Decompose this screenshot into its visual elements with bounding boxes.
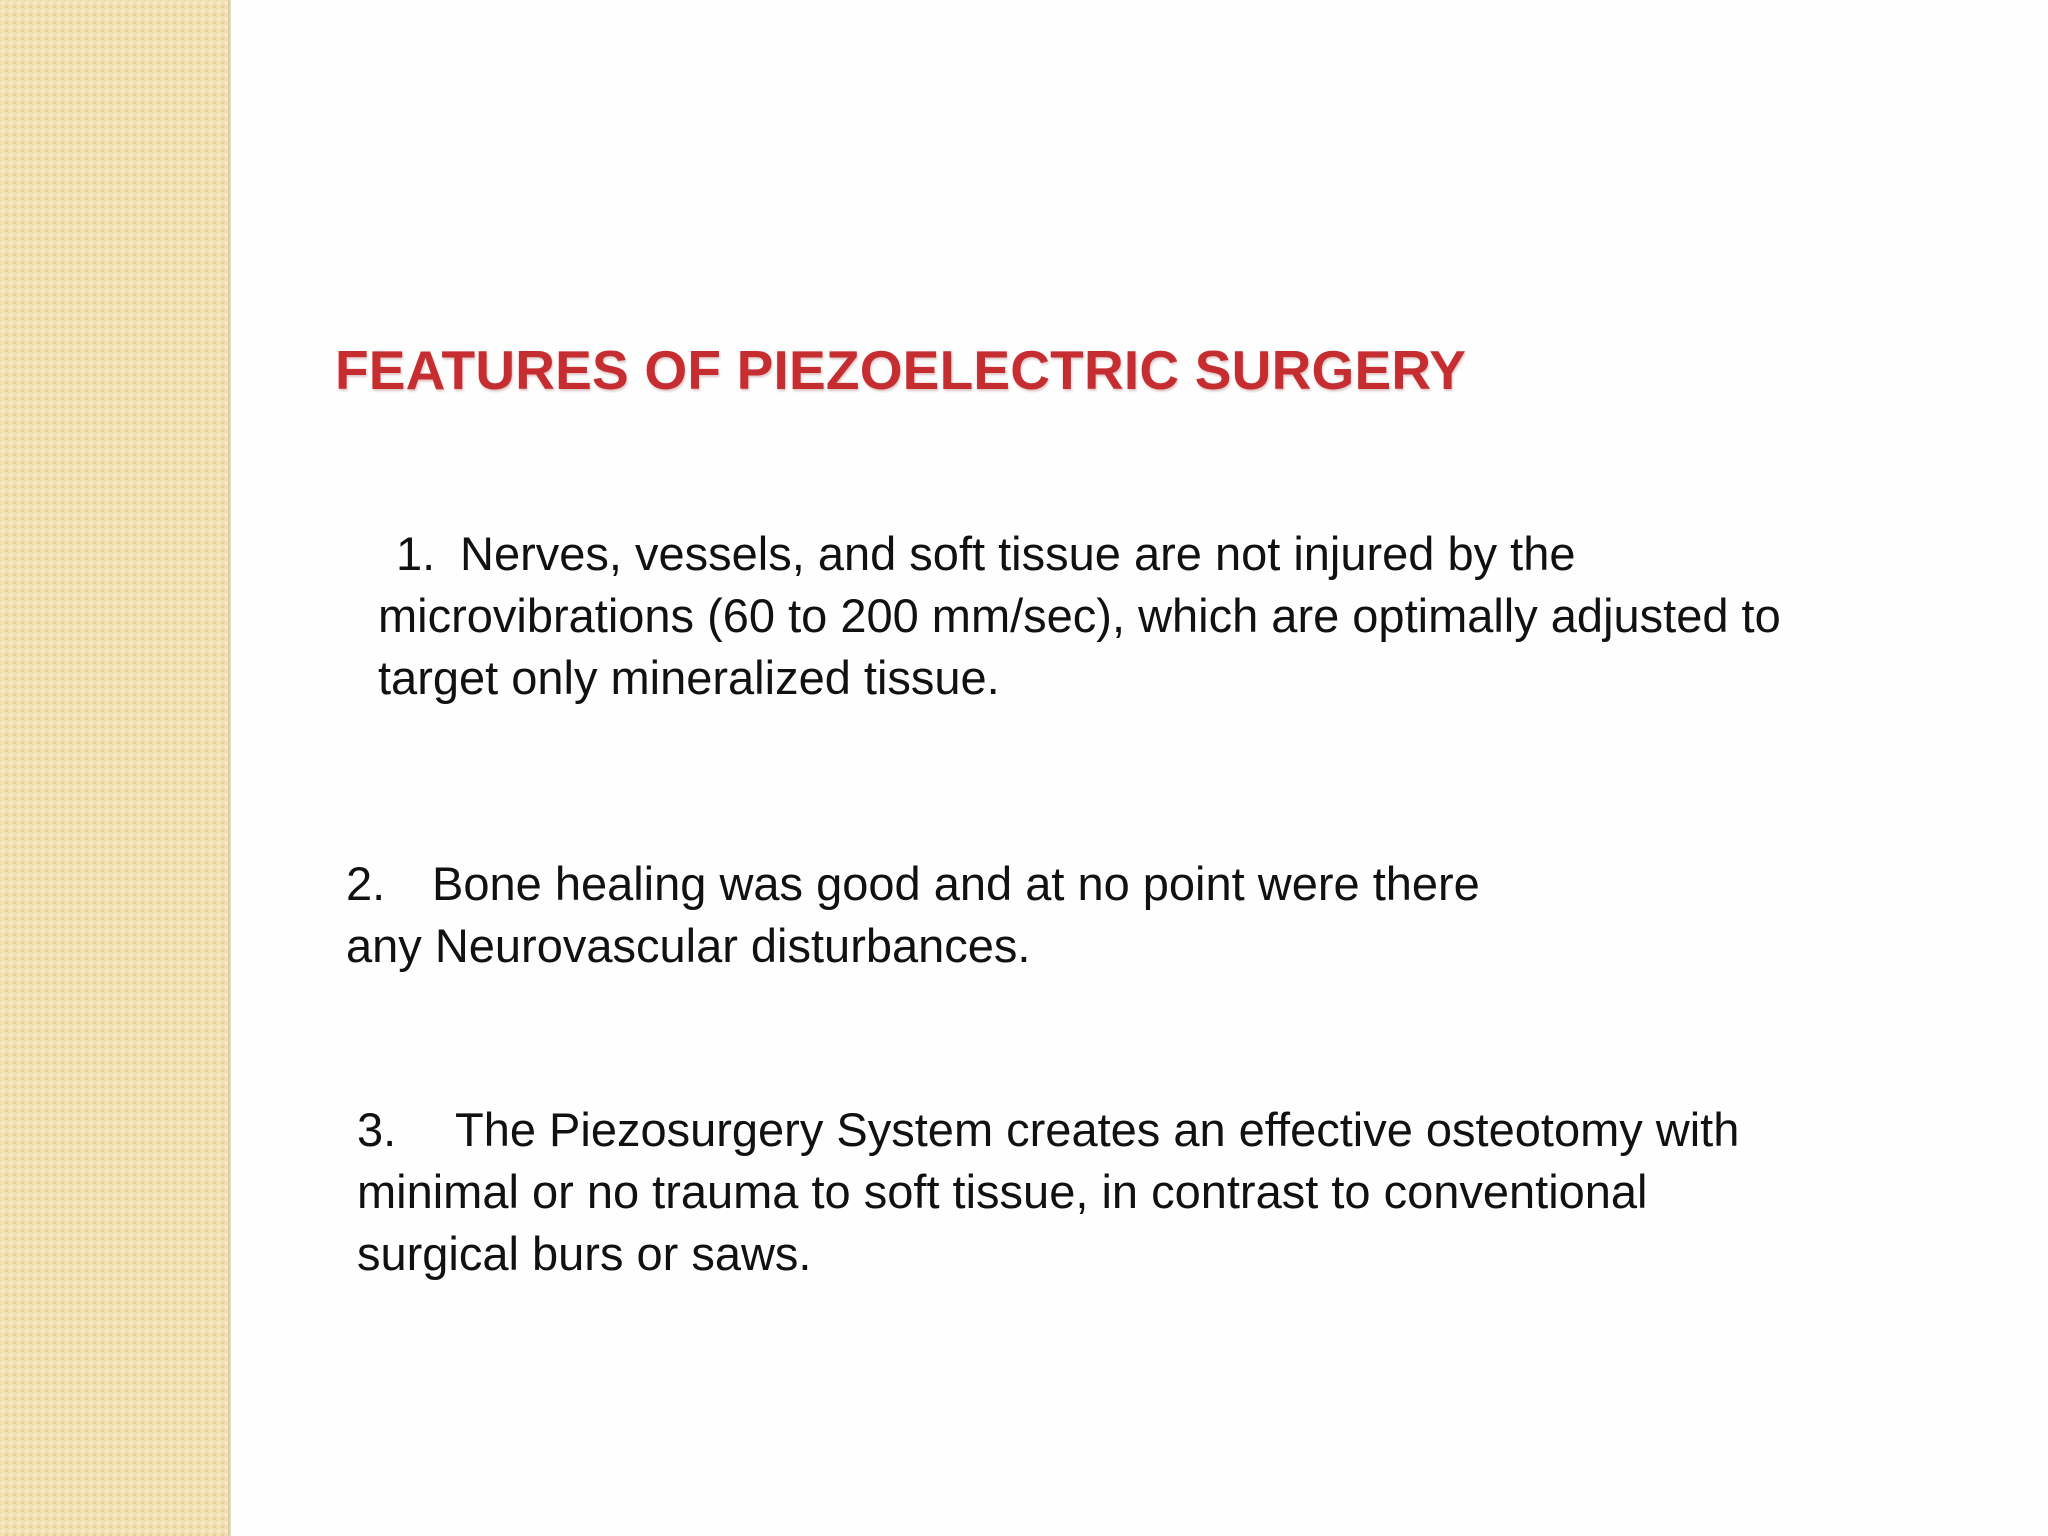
feature-point-2-number: 2. <box>346 857 386 910</box>
side-band-edge <box>228 0 231 1536</box>
feature-point-3-text-2: minimal or no trauma to soft tissue, in contrast to conventional <box>357 1165 1648 1218</box>
feature-point-3-line-1 <box>357 1099 1739 1161</box>
feature-point-3-number: 3. <box>357 1103 397 1156</box>
feature-point-2 <box>346 853 1480 977</box>
feature-point-1 <box>378 523 1781 709</box>
feature-point-1-text-1: Nerves, vessels, and soft tissue are not injured by the <box>460 527 1576 580</box>
feature-point-3 <box>357 1099 1739 1285</box>
decorative-side-band <box>0 0 228 1536</box>
feature-point-1-text-3: target only mineralized tissue. <box>378 651 1000 704</box>
slide-title: FEATURES OF PIEZOELECTRIC SURGERY <box>335 339 1467 401</box>
feature-point-3-text-1: The Piezosurgery System creates an effective osteotomy with <box>455 1103 1740 1156</box>
feature-point-2-line-1 <box>346 853 1480 915</box>
feature-point-3-text-3: surgical burs or saws. <box>357 1227 812 1280</box>
feature-point-1-number: 1. <box>396 527 436 580</box>
feature-point-1-text-2: microvibrations (60 to 200 mm/sec), which are optimally adjusted to <box>378 589 1781 642</box>
feature-point-1-line-1 <box>378 523 1781 585</box>
feature-point-2-text-1: Bone healing was good and at no point were there <box>432 857 1480 910</box>
feature-point-2-text-2: any Neurovascular disturbances. <box>346 919 1031 972</box>
